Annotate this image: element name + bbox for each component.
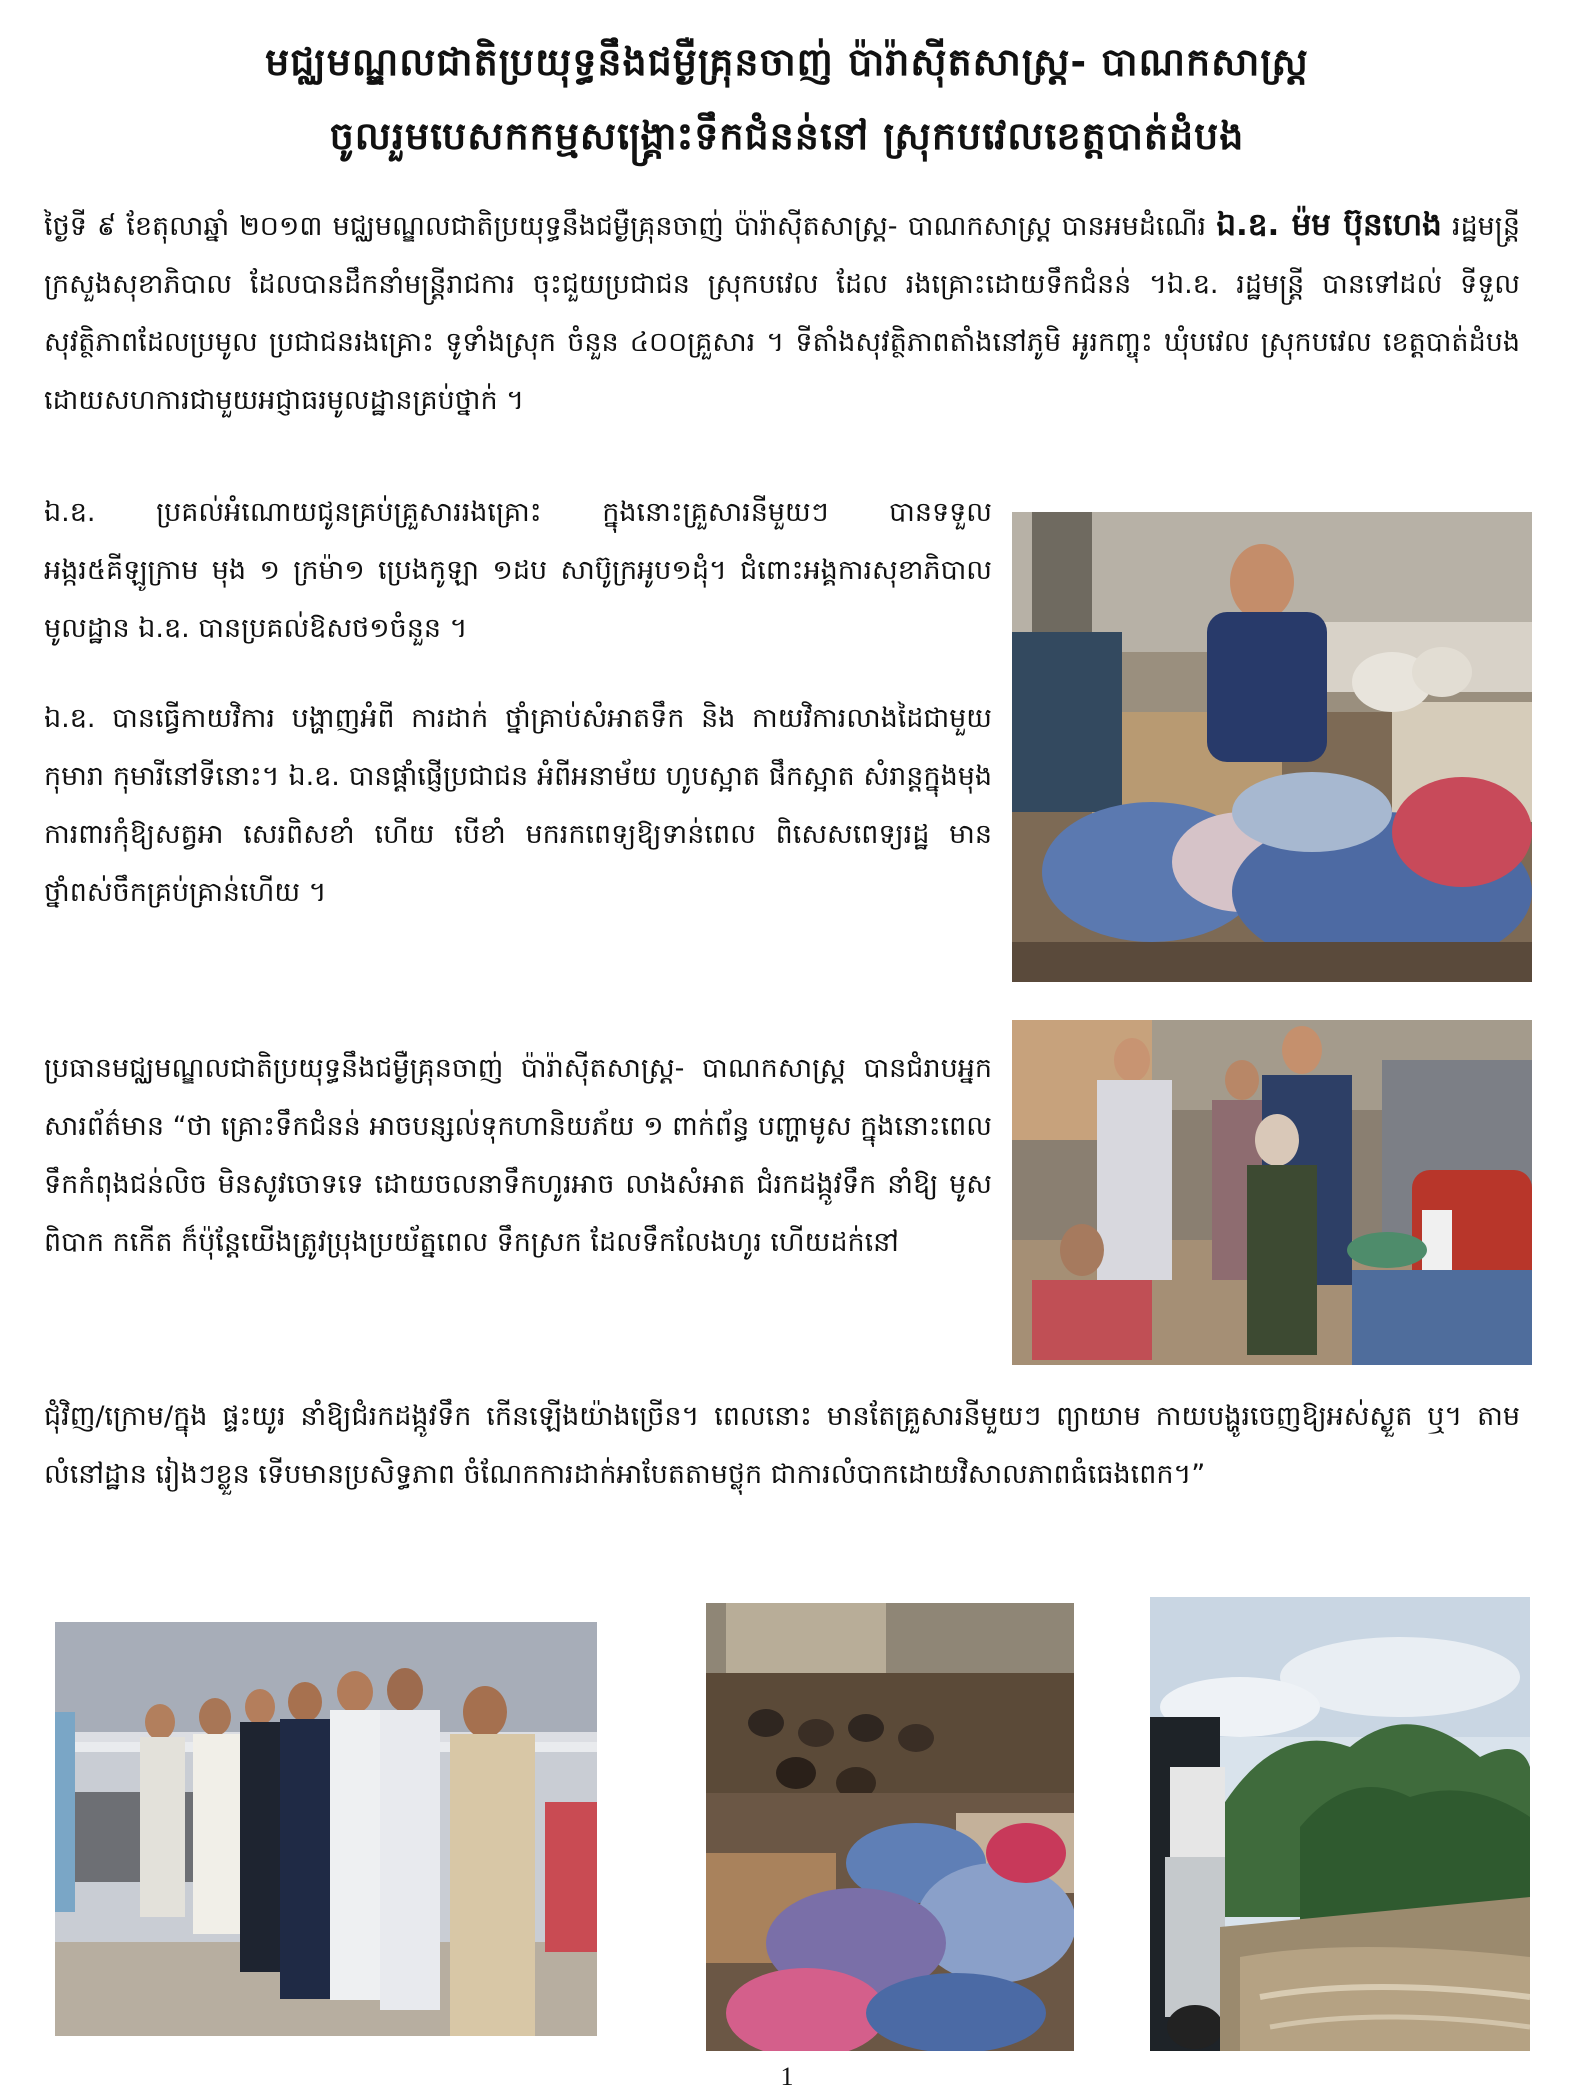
- paragraph-intro-text: ថ្ងៃទី ៩ ខែតុលាឆ្នាំ ២០១៣ មជ្ឈមណ្ឌលជាតិប្រយុទ្ធនឹងជម្ងឺគ្រុនចាញ់ ប៉ារ៉ាស៊ីតសាស្ត្រ- បាណកសាស្ត្រ បានអមដំណើរ: [44, 211, 1217, 242]
- paragraph-donation: ឯ.ឧ. ប្រគល់អំណោយជូនគ្រប់គ្រួសាររងគ្រោះ ក្នុងនោះគ្រួសារនីមួយៗ បានទទួល អង្ករ៥គីឡូក្រាម មុង ១ ក្រម៉ា១ ប្រេងកូឡា ១ដប សាប៊ូក្រអូប១ដុំ។ ជំពោះអង្គការសុខាភិបាលមូលដ្ឋាន ឯ.ឧ. បានប្រគល់ឱសថ១ចំនួន ។: [44, 497, 992, 644]
- paragraph-statement: ប្រធានមជ្ឈមណ្ឌលជាតិប្រយុទ្ធនឹងជម្ងឺគ្រុនចាញ់ ប៉ារ៉ាស៊ីតសាស្ត្រ- បាណកសាស្ត្រ បានជំរាបអ្នកសារព័ត៌មាន “ថា គ្រោះទឹកជំនន់ អាចបន្សល់ទុកហានិយភ័យ ១ ពាក់ព័ន្ធ បញ្ហាមូស ក្នុងនោះពេលទឹកកំពុងជន់លិច មិនសូវចោទទេ ដោយចលនាទឹកហូរអាច លាងសំអាត ជំរកដង្កូវទឹក នាំឱ្យ មូសពិបាក កកើត ក៏ប៉ុន្តែយើងត្រូវប្រុងប្រយ័ត្នពេល ទឹកស្រក ដែលទឹកលែងហូរ ហើយដក់នៅ: [44, 1053, 992, 1258]
- photo-crowd-supplies: [706, 1603, 1074, 2051]
- page-title-line-2: ចូលរួមបេសកកម្មសង្គ្រោះទឹកជំនន់នៅ ស្រុកបវេលខេត្តបាត់ដំបង: [329, 114, 1245, 158]
- paragraph-hygiene: ឯ.ឧ. បានធ្វើកាយវិការ បង្ហាញអំពី ការដាក់ ថ្នាំគ្រាប់សំអាតទឹក និង កាយវិការលាងដៃជាមួយកុមារា កុមារីនៅទីនោះ។ ឯ.ឧ. បានផ្តាំផ្ញើប្រជាជន អំពីអនាម័យ ហូបស្អាត ផឹកស្អាត សំរាន្តក្នុងមុង ការពារកុំឱ្យសត្វអា សេរពិសខាំ ហើយ បើខាំ មករកពេទ្យឱ្យទាន់ពេល ពិសេសពេទ្យរដ្ឋ មានថ្នាំពស់ចឹកគ្រប់គ្រាន់ហើយ ។: [44, 703, 992, 908]
- paragraph-intro: [44, 196, 1520, 430]
- paragraph-intro-rest: រដ្ឋមន្ត្រីក្រសួងសុខាភិបាល ដែលបានដឹកនាំមន្ត្រីរាជការ ចុះជួយប្រជាជន ស្រុកបវេល ដែល រងគ្រោះដោយទឹកជំនន់ ។ឯ.ឧ. រដ្ឋមន្ត្រី បានទៅដល់ ទីទួលសុវត្ថិភាពដែលប្រមូល ប្រជាជនរងគ្រោះ ទូទាំងស្រុក ចំនួន ៤០០គ្រួសារ ។ ទីតាំងសុវត្ថិភាពតាំងនៅភូមិ អូរកញ្ចុះ ឃុំបវេល ស្រុកបវេល ខេត្តបាត់ដំបង ដោយសហការជាមួយអជ្ញាធរមូលដ្ឋានគ្រប់ថ្នាក់ ។: [44, 211, 1520, 416]
- photo-supply-distribution: [1012, 512, 1532, 982]
- photo-minister-elderly-woman: [1012, 1020, 1532, 1365]
- minister-name: ឯ.ឧ. ម៉ម ប៊ុនហេង: [1216, 207, 1442, 243]
- photo-flooded-road: [1150, 1597, 1530, 2051]
- page-number: 1: [780, 2062, 794, 2091]
- paragraph-statement-continued: ជុំវិញ/ក្រោម/ក្នុង ផ្ទះយូរ នាំឱ្យជំរកដង្កូវទឹក កើនឡើងយ៉ាងច្រើន។ ពេលនោះ មានតែគ្រួសារនីមួយៗ ព្យាយាម កាយបង្ហូរចេញឱ្យអស់ស្ងួត ឬ។ តាមលំនៅដ្ឋាន រៀងៗខ្លួន ទើបមានប្រសិទ្ធភាព ចំណែកការដាក់អាបែតតាមថ្លុក ជាការលំបាកដោយវិសាលភាពធំធេងពេក។”: [44, 1401, 1520, 1490]
- photo-officials-group: [55, 1622, 597, 2036]
- page-title-line-1: មជ្ឈមណ្ឌលជាតិប្រយុទ្ធនឹងជម្ងឺគ្រុនចាញ់ ប៉ារ៉ាស៊ីតសាស្ត្រ- បាណកសាស្ត្រ: [265, 40, 1309, 84]
